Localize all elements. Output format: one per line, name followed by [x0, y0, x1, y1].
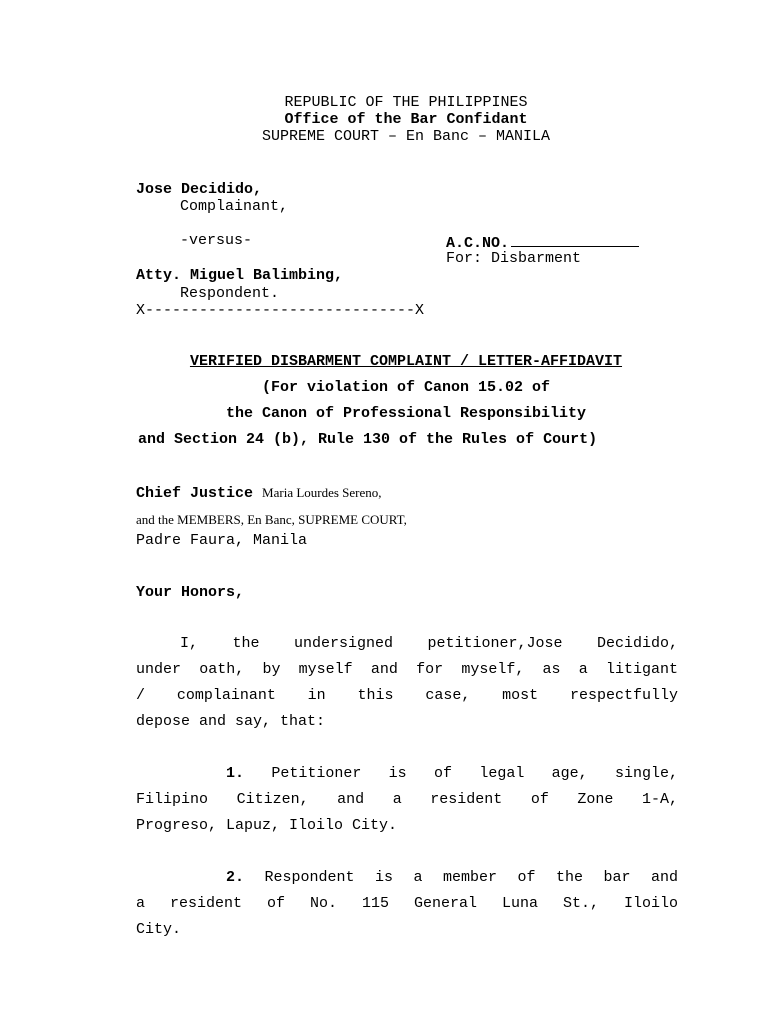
caption-separator: X------------------------------X — [136, 302, 425, 319]
cj-name: Maria Lourdes Sereno, — [262, 485, 382, 500]
intro-line: depose and say, that: — [136, 713, 326, 730]
title-subline-1: (For violation of Canon 15.02 of — [261, 379, 551, 396]
respondent-role: Respondent. — [180, 285, 280, 302]
salutation: Your Honors, — [136, 584, 245, 601]
header-republic: REPUBLIC OF THE PHILIPPINES — [284, 94, 528, 111]
addressee-address: Padre Faura, Manila — [136, 532, 308, 549]
numbered-item-2 — [136, 865, 678, 943]
cj-label: Chief Justice — [136, 485, 254, 502]
complainant-name: Jose Decidido, — [136, 181, 263, 198]
item-number: 2. — [226, 869, 245, 886]
title-subline-2: the Canon of Professional Responsibility — [225, 405, 587, 422]
item-line: a resident of No. 115 General Luna St., Iloilo — [136, 895, 678, 912]
intro-line: / complainant in this case, most respectfully — [136, 687, 678, 704]
header-court: SUPREME COURT – En Banc – MANILA — [261, 128, 551, 145]
case-for: For: Disbarment — [446, 250, 582, 267]
intro-paragraph — [136, 631, 678, 735]
addressee-cj — [136, 484, 382, 503]
case-number-label: A.C.NO. — [446, 235, 510, 252]
item-number: 1. — [226, 765, 245, 782]
versus-label: -versus- — [180, 232, 253, 249]
document-title: VERIFIED DISBARMENT COMPLAINT / LETTER-AFFIDAVIT — [189, 353, 623, 370]
item-line: 2. Respondent is a member of the bar and — [226, 869, 678, 886]
item-line: Filipino Citizen, and a resident of Zone 1-A, — [136, 791, 678, 808]
header-office: Office of the Bar Confidant — [284, 111, 528, 128]
addressee-members: and the MEMBERS, En Banc, SUPREME COURT, — [136, 512, 407, 527]
intro-line: I, the undersigned petitioner,Jose Decidido, — [180, 635, 678, 652]
case-number-blank — [511, 232, 639, 247]
item-line: 1. Petitioner is of legal age, single, — [226, 765, 678, 782]
intro-line: under oath, by myself and for myself, as a litigant — [136, 661, 678, 678]
item-line: City. — [136, 921, 182, 938]
title-subline-3: and Section 24 (b), Rule 130 of the Rules of Court) — [138, 431, 598, 448]
numbered-item-1 — [136, 761, 678, 839]
complainant-role: Complainant, — [180, 198, 289, 215]
respondent-name: Atty. Miguel Balimbing, — [136, 267, 344, 284]
item-line: Progreso, Lapuz, Iloilo City. — [136, 817, 398, 834]
